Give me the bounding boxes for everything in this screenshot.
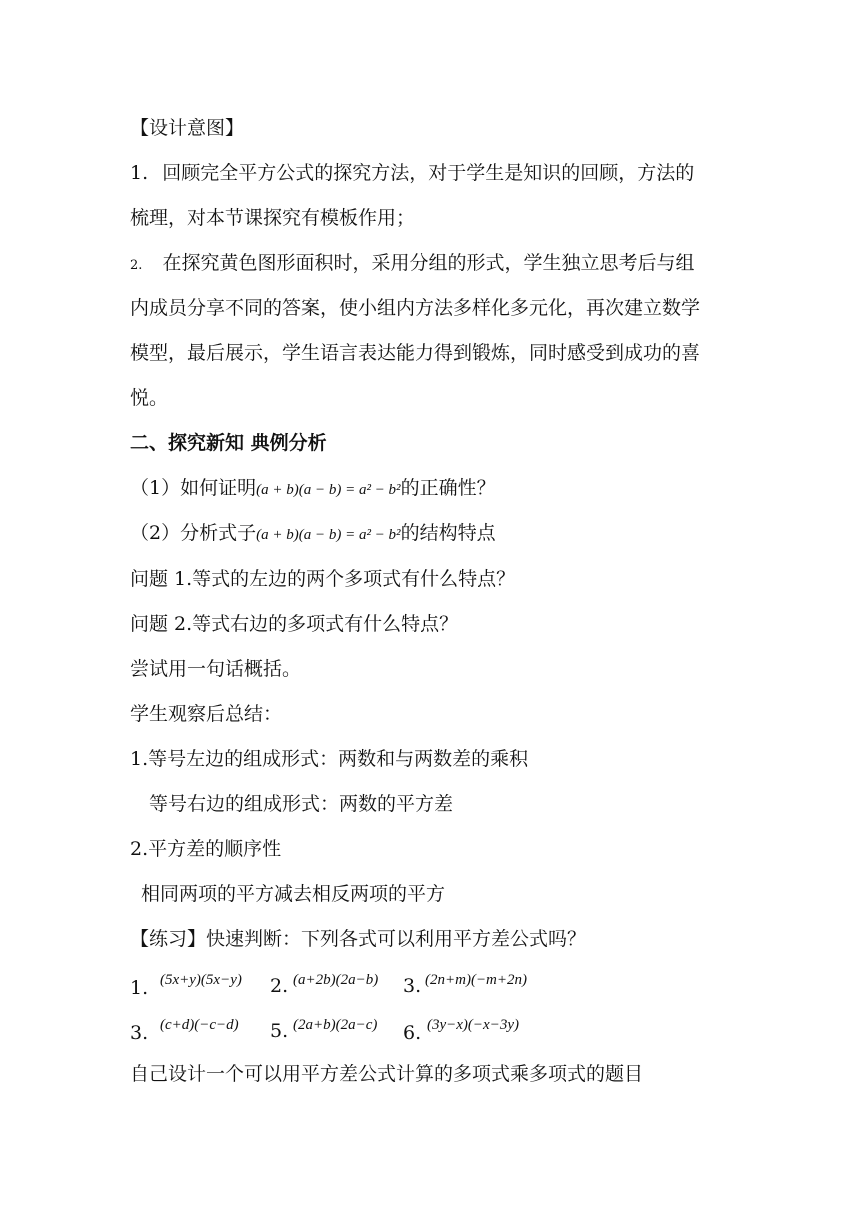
design-intent-item-2-line-1 [130,250,694,279]
question-prefix: （2）分析式子 [130,522,257,544]
item-text: 在探究黄色图形面积时，采用分组的形式，学生独立思考后与组 [162,252,695,274]
design-intent-item-2-line-2: 内成员分享不同的答案，使小组内方法多样化多元化，再次建立数学 [130,297,701,319]
question-2 [130,520,496,548]
exercise-expression: (2a+b)(2a−c) [293,1017,378,1033]
formula: (a + b)(a − b) = a² − b² [256,527,401,543]
exercise-number: 3. [130,1022,149,1044]
exercise-number: 1. [130,977,149,999]
exercise-expression: (c+d)(−c−d) [160,1017,239,1033]
practice-heading: 【练习】快速判断：下列各式可以利用平方差公式吗？ [130,928,587,950]
question-suffix: 的结构特点 [400,522,496,544]
point-1: 1.等号左边的组成形式：两数和与两数差的乘积 [130,748,529,770]
point-2-continuation: 相同两项的平方减去相反两项的平方 [141,883,446,905]
exercise-number: 5. [270,1020,289,1042]
problem-1: 问题 1.等式的左边的两个多项式有什么特点？ [130,568,516,590]
formula: (a + b)(a − b) = a² − b² [256,482,401,498]
exercise-number: 2. [270,975,289,997]
exercise-expression: (a+2b)(2a−b) [293,972,379,988]
design-intent-heading: 【设计意图】 [130,117,245,139]
student-summary: 学生观察后总结： [130,703,283,725]
exercise-expression: (5x+y)(5x−y) [160,972,242,988]
exercise-expression: (3y−x)(−x−3y) [427,1017,519,1033]
question-suffix: 的正确性？ [400,477,496,499]
item-number: 1. [130,162,149,184]
design-intent-item-2-line-3: 模型，最后展示，学生语言表达能力得到锻炼，同时感受到成功的喜 [130,342,701,364]
question-1 [130,475,496,503]
item-text: 回顾完全平方公式的探究方法，对于学生是知识的回顾，方法的 [162,162,695,184]
item-number: 2. [130,258,143,273]
problem-2: 问题 2.等式右边的多项式有什么特点？ [130,613,459,635]
point-2: 2.平方差的顺序性 [130,838,282,860]
design-intent-item-2-line-4: 悦。 [130,387,169,409]
closing-task: 自己设计一个可以用平方差公式计算的多项式乘多项式的题目 [130,1063,644,1085]
exercise-expression: (2n+m)(−m+2n) [425,972,528,988]
try-summary: 尝试用一句话概括。 [130,658,302,680]
exercise-number: 3. [403,975,422,997]
exercise-number: 6. [403,1022,422,1044]
design-intent-item-1-line-1 [130,160,694,186]
section-heading: 二、探究新知 典例分析 [130,432,327,454]
design-intent-item-1-line-2: 梳理，对本节课探究有模板作用； [130,207,416,229]
point-1-continuation: 等号右边的组成形式：两数的平方差 [149,793,454,815]
question-prefix: （1）如何证明 [130,477,257,499]
